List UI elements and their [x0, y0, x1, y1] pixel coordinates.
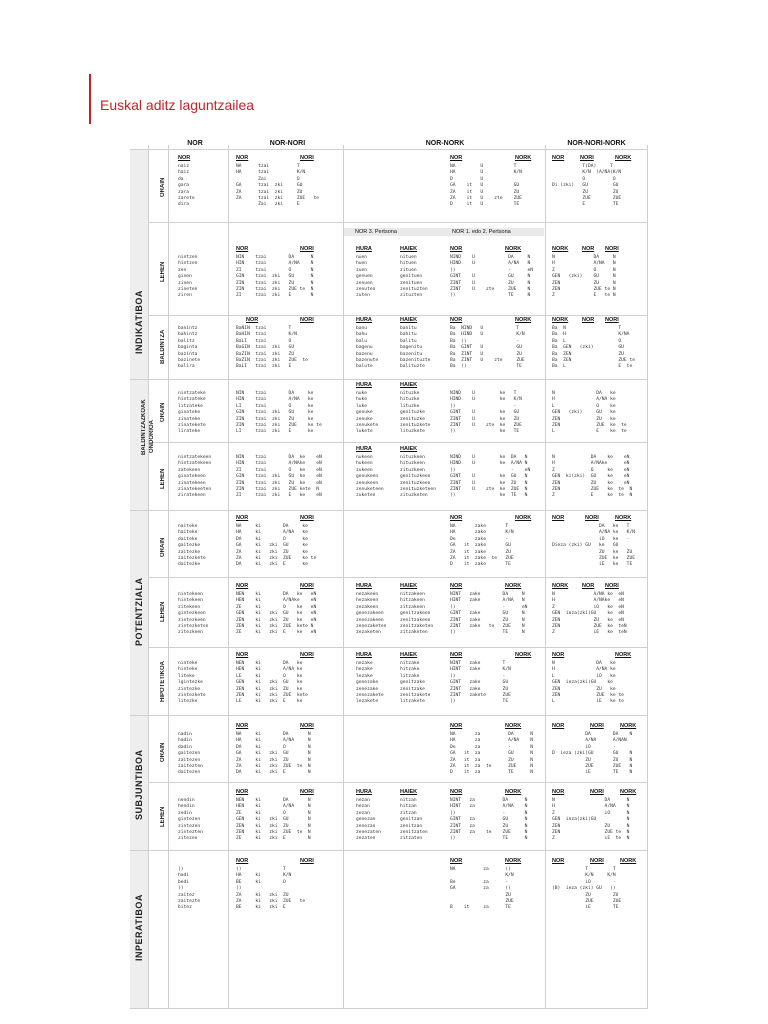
forms-sub-lehen-nor-nori-nork: N DA N H A/NA N Z iO N GEN ieza(zki)GU N ZEN ZU N ZEN ZUE te N Z iE te N: [552, 798, 630, 842]
sub-header-nori: NORI: [590, 723, 604, 729]
sub-header-nor: NOR: [236, 515, 249, 521]
sub-header-nori: NORI: [590, 789, 604, 795]
sub-header-nor: NOR: [582, 246, 595, 252]
sub-header-nori: NORI: [605, 583, 619, 589]
sub-header-nor: NOR: [450, 246, 463, 252]
sub-header-hura: HURA: [356, 382, 372, 388]
grid-line: [130, 149, 648, 150]
sub-header-nork: NORK: [505, 858, 522, 864]
forms-inp-nor-nork: NA za () K/N Be za - GA za () ZU ZUE B it za TE: [450, 867, 514, 911]
sub-header-nor: NOR: [450, 515, 463, 521]
grid-line: [148, 442, 648, 443]
forms-pot-orain-nor: naiteke haiteke daiteke gaitezke zaitezke zaitezkete daitezke: [178, 524, 206, 568]
tense-label-lehen: LEHEN: [160, 601, 166, 623]
forms-ondorioa-orain-nor: nintzateke hintzateke litzateke ginateke zinateke zinatekete lirateke: [178, 391, 206, 435]
forms-ondorioa-orain-hura: nuke huke luke genuke zenuke zenukete lukete: [356, 391, 379, 435]
forms-sub-lehen-nor: nendin hendin zedin gintezen zintezen zintezten zitezen: [178, 798, 203, 842]
grid-line: [148, 315, 648, 316]
note-nor-3-pertsona: NOR 3. Pertsona: [355, 229, 397, 235]
sub-header-nor: NOR: [552, 789, 565, 795]
sub-header-nor: NOR: [450, 652, 463, 658]
forms-ind-lehen-nor-nori-nork: N DA N H A/NA N Z O N GEN (zki) GU N ZEN ZU N ZEN ZUE te N Z E te N: [552, 255, 616, 299]
forms-baldintza-nor: banintz bahintz balitz baginta bazinta bazinete balira: [178, 326, 201, 370]
sub-header-nork: NORK: [615, 515, 632, 521]
sub-header-nori: NORI: [300, 583, 314, 589]
forms-sub-lehen-nor-nori: NEN ki DA N HEN ki A/NA N ZE ki O N GEN ki zki GU N ZEN ki zki ZU N ZEN ki zki ZUE te N ZE ki zki E N: [236, 798, 311, 842]
forms-pot-lehen-nor-nork: NINT zake DA N HINT zake A/NA N () - eN GINT zake GU N ZINT zake ZU N ZINT zake te ZUE N () TE N: [450, 592, 528, 636]
forms-ind-lehen-nor-nork: NIND U DA N HIND U A/NA N () - eN GINT U GU N ZINT U ZU N ZINT U zte ZUE N () TE N: [450, 255, 533, 299]
sub-header-nori: NORI: [605, 246, 619, 252]
forms-ondorioa-orain-nor-nork: NIND U ke T HIND U ke K/N () - GINT U ke GU ZINT U ke ZU ZINT U zte ke ZUE () ke TE: [450, 391, 522, 435]
sub-header-nor: NOR: [450, 789, 463, 795]
sub-header-hura: HURA: [356, 446, 372, 452]
tense-label-orain: ORAIN: [160, 177, 166, 197]
sub-header-nor: NOR: [450, 858, 463, 864]
sub-header-haiek: HAIEK: [400, 789, 418, 795]
sub-header-nori: NORI: [580, 155, 594, 161]
sub-header-nori: NORI: [300, 789, 314, 795]
sub-header-haiek: HAIEK: [400, 652, 418, 658]
note-nor-1-2-pertsona: NOR 1. edo 2. Pertsona: [452, 229, 511, 235]
col-header-nor-nori: NOR-NORI: [269, 140, 306, 147]
forms-ind-lehen-haiek: nituen hituen zituen genituen zenituen zenituzten zituzten: [400, 255, 428, 299]
sub-header-nor: NOR: [236, 789, 249, 795]
sub-header-nor: NOR: [236, 583, 249, 589]
sub-header-nork: NORK: [615, 155, 632, 161]
grid-line: [148, 647, 648, 648]
title-accent-rule: [89, 74, 91, 124]
sub-header-nork: NORK: [505, 246, 522, 252]
forms-sub-orain-nor-nori: NA ki DA N HA ki A/NA N DA ki O N GA ki zki GU N ZA ki zki ZU N ZA ki zki ZUE te N DA ki zki E N: [236, 732, 311, 776]
grid-line: [148, 782, 648, 783]
sub-header-nor: NOR: [246, 317, 259, 323]
sub-header-hura: HURA: [356, 246, 372, 252]
forms-pot-orain-nor-nori-nork: DA ke T A/NA ke K/N iO ke - Dieza (zki) GU ke GU ZU ke ZU ZUE ke ZUE iE ke TE: [552, 524, 635, 568]
forms-inp-nor-nori-nork: T T K/N K/N iO - (B) ieza (zki) GU () ZU ZU ZUE ZUE iE TE: [552, 867, 622, 911]
mood-label-potentziala: POTENTZIALA: [134, 577, 144, 647]
forms-ind-orain-nor-nori: NA tzai T HA tzai K/N Zai O GA tzai zki GU ZA tzai zki ZU ZA tzai zki ZUE te Zai zki E: [236, 164, 319, 208]
forms-inp-nor: () hadi bedi () zaitez zaitezte bitez: [178, 867, 201, 911]
forms-ondorioa-lehen-hura: nukeen hukeen zukeen genukeen zenukeen zenuketeen zuketen: [356, 455, 384, 499]
forms-ondorioa-lehen-nor-nori: NIN tzai DA ke eN HIN tzai A/NAke eN ZI tzai O ke eN GIN tzai zki GU ke eN ZIN tzai zki ZU ke eN ZIN tzai zki ZUE kete N ZI tzai zki E ke eN: [236, 455, 322, 499]
sub-header-nori: NORI: [300, 155, 314, 161]
tense-label-lehen: LEHEN: [160, 806, 166, 828]
sub-header-nork: NORK: [620, 858, 637, 864]
sub-header-nork: NORK: [552, 583, 569, 589]
forms-ind-orain-nor-nori-nork: T(DA) T K/N (A/NA)K/N O O Di (zki) GU GU ZU ZU ZUE ZUE E TE: [552, 164, 622, 208]
forms-pot-lehen-haiek: nitzakeen hitzakeen zitzakeen genitzakeen zenitzakeen zenitzaketen zitzaketen: [400, 592, 434, 636]
sub-header-nor: NOR: [552, 515, 565, 521]
grid-line: [130, 379, 648, 380]
forms-sub-lehen-hura: nezan hezan zezan genezan zenezan zenezaten zezaten: [356, 798, 381, 842]
sub-header-nori: NORI: [300, 515, 314, 521]
forms-ondorioa-lehen-nor-nori-nork: N DA ke eN H A/NAke eN Z O ke eN GEN ki(zki) GU ke eN ZEN ZU ke eN ZEN ZUE ke te N Z E ke te N: [552, 455, 633, 499]
sub-header-nor: NOR: [450, 583, 463, 589]
forms-ind-orain-nor: naiz haiz da gara zara zarete dira: [178, 164, 195, 208]
sub-header-nori: NORI: [605, 317, 619, 323]
sub-header-hura: HURA: [356, 652, 372, 658]
grid-line: [148, 577, 648, 578]
sub-header-nork: NORK: [505, 789, 522, 795]
forms-hip-hura: nezake hezake lezake genezake zenezake zenezakete lezakete: [356, 661, 384, 705]
tense-label-lehen: LEHEN: [160, 261, 166, 283]
forms-ondorioa-orain-haiek: nituzke hituzke lituzke genituzke zenituzke zenituzkete lituzkete: [400, 391, 431, 435]
sub-header-nori: NORI: [300, 652, 314, 658]
forms-baldintza-nor-nork: Ba NIND U T Ba HIND U K/N Ba () - Ba GINT U GU Ba ZINT U ZU Ba ZINT U zte ZUE Ba () TE: [450, 326, 525, 370]
forms-hip-nor-nori-nork: N DA ke H A/NA ke L iO ke GEN ieza(zki)GU ke ZEN ZU ke ZEN ZUE ke te L iE ke te: [552, 661, 624, 705]
tense-label-ondorioa: ONDORIOA: [149, 420, 155, 454]
forms-sub-lehen-haiek: nitzan hitzan zitzan genitzan zenitzan zenitzaten zitzaten: [400, 798, 428, 842]
sub-header-nork: NORK: [515, 155, 532, 161]
forms-baldintza-haiek: banitu bahitu balitu bagenitu bazenitu bazenituzte balituzte: [400, 326, 431, 370]
forms-pot-lehen-nor-nori: NEN ki DA ke eN HEN ki A/NAke eN ZE ki O ke eN GEN ki zki GU ke eN ZEN ki zki ZU ke eN ZEN ki zki ZUE kete N ZE ki zki E ke eN: [236, 592, 317, 636]
conjugation-table: [130, 137, 648, 1009]
sub-header-nork: NORK: [515, 515, 532, 521]
tense-label-lehen: LEHEN: [160, 468, 166, 490]
sub-header-haiek: HAIEK: [400, 246, 418, 252]
mood-label-subjuntiboa: SUBJUNTIBOA: [134, 749, 144, 820]
forms-ind-lehen-nor-nori: NIN tzai DA N HIN tzai A/NA N ZI tzai O N GIN tzai zki GU N ZIN tzai zki ZU N ZIN tzai zki ZUE te N ZI tzai zki E N: [236, 255, 314, 299]
sub-header-nork: NORK: [515, 317, 532, 323]
sub-header-haiek: HAIEK: [400, 446, 418, 452]
grid-line: [148, 222, 648, 223]
tense-label-orain: ORAIN: [160, 402, 166, 422]
grid-line: [130, 1008, 648, 1009]
sub-header-hura: HURA: [356, 789, 372, 795]
mood-label-inperatiboa: INPERATIBOA: [134, 894, 144, 962]
sub-header-nor: NOR: [450, 723, 463, 729]
sub-header-nor: NOR: [178, 155, 191, 161]
forms-pot-lehen-nor: nintekeen hintekeen zitekeen gintezkeen zintezkeen zintezketen zitezkeen: [178, 592, 209, 636]
sub-header-nor: NOR: [236, 858, 249, 864]
forms-ondorioa-lehen-haiek: nituzkeen hituzkeen zituzkeen genituzkeen zenituzkeen zenituzketeen zituzketen: [400, 455, 436, 499]
sub-header-nork: NORK: [505, 723, 522, 729]
forms-hip-haiek: nitzake hitzake litzake genitzake zenitzake zenitzakete litzakete: [400, 661, 431, 705]
forms-ondorioa-orain-nor-nori: NIN tzai DA ke HIN tzai A/NA ke LI tzai O ke GIN tzai zki GU ke ZIN tzai zki ZU ke ZIN tzai zki ZUE ke te LI tzai zki E ke: [236, 391, 322, 435]
sub-header-nor: NOR: [236, 723, 249, 729]
sub-header-nork: NORK: [615, 652, 632, 658]
forms-hip-nor-nork: NINT zake T HINT zake K/N () - GINT zake GU ZINT zake ZU ZINT zakete ZUE () TE: [450, 661, 511, 705]
col-header-nor-nork: NOR-NORK: [425, 140, 465, 147]
forms-sub-orain-nor-nori-nork: DA DA N A/NA A/NAN iO - D ieza (zki)GU GU N ZU ZU N ZUE ZUE N iE TE N: [552, 732, 633, 776]
forms-sub-lehen-nor-nork: NINT za DA N HINT za A/NA N () - N GINT za GU N ZINT za ZU N ZINT za te ZUE N () TE N: [450, 798, 528, 842]
sub-header-nori: NORI: [590, 858, 604, 864]
forms-baldintza-nor-nori-nork: Ba N T Ba H K/NA Ba L O Ba GEN (zki) GU Ba ZEN ZU Ba ZEN ZUE te Ba L E te: [552, 326, 635, 370]
forms-pot-orain-nor-nork: NA zake T HA zake K/N De zake - GA it zake GU ZA it zake ZU ZA it zake te ZUE D it zake TE: [450, 524, 514, 568]
sub-header-nor: NOR: [450, 317, 463, 323]
forms-hip-nor: ninteke hinteke liteke lgintezke zintezke zintezkete litezke: [178, 661, 206, 705]
forms-pot-lehen-hura: nezakeen hezakeen zezakeen genezakeen zenezakeen zenezaketen zezaketen: [356, 592, 387, 636]
col-header-nor-nori-nork: NOR-NORI-NORK: [567, 140, 626, 147]
sub-header-nork: NORK: [620, 723, 637, 729]
tense-label-baldintza: BALDINTZA: [160, 329, 166, 365]
mood-label-indikatiboa: INDIKATIBOA: [134, 290, 144, 354]
sub-header-haiek: HAIEK: [400, 382, 418, 388]
sub-header-nor: NOR: [236, 246, 249, 252]
tense-label-hipotetikoa: HIPOTETIKOA: [160, 660, 166, 702]
sub-header-nork: NORK: [552, 317, 569, 323]
mood-label-baldintzazkoak: BALDINTZAZKOAK: [141, 399, 147, 456]
sub-header-nork: NORK: [505, 583, 522, 589]
forms-hip-nor-nori: NEN ki DA ke HEN ki A/NA ke LE ki O ke GEN ki zki GU ke ZEN ki zki ZU ke ZEN ki zki ZUE kete LE ki zki E ke: [236, 661, 308, 705]
grid-line: [130, 715, 648, 716]
forms-baldintza-nor-nori: BaNIN tzai T BaHIN tzai K/N BaLI tzai O BaGIN tzai zki GU BaZIN tzai zki ZU BaZIN tzai zki ZUE te BaLI tzai zki E: [236, 326, 308, 370]
sub-header-nori: NORI: [300, 317, 314, 323]
sub-header-nori: NORI: [300, 246, 314, 252]
forms-ondorioa-orain-nor-nori-nork: N DA ke H A/NA ke L O ke GEN (zki) GU ke ZEN ZU ke ZEN ZUE ke te L E ke te: [552, 391, 627, 435]
forms-inp-nor-nori: () T HA ki K/N BE ki O () ZA ki zki ZU ZA ki zki ZUE te BE ki zki E: [236, 867, 306, 911]
forms-pot-orain-nor-nori: NA ki DA ke HA ki A/NA ke DA ki O ke GA ki zki GU ke ZA ki zki ZU ke ZA ki zki ZUE ke te DA ki zki E ke: [236, 524, 317, 568]
sub-header-haiek: HAIEK: [400, 317, 418, 323]
page-title: Euskal aditz laguntzailea: [100, 97, 255, 113]
sub-header-nor: NOR: [552, 723, 565, 729]
sub-header-nor: NOR: [582, 583, 595, 589]
forms-ind-lehen-hura: nuen huen zuen genuen zenuen zenuten zuten: [356, 255, 376, 299]
sub-header-nor: NOR: [236, 155, 249, 161]
sub-header-hura: HURA: [356, 583, 372, 589]
tense-label-orain: ORAIN: [160, 537, 166, 557]
sub-header-nork: NORK: [620, 789, 637, 795]
forms-ind-lehen-nor: nintzen hintzen zen ginen zinen zineten ziren: [178, 255, 198, 299]
grid-line: [130, 510, 648, 511]
sub-header-nori: NORI: [300, 858, 314, 864]
sub-header-nori: NORI: [300, 723, 314, 729]
sub-header-haiek: HAIEK: [400, 583, 418, 589]
forms-sub-orain-nor-nork: NA za DA N HA za A/NA N De za - N GA it za GU N ZA it za ZU N ZA it za te ZUE N D it za TE N: [450, 732, 533, 776]
sub-header-nor: NOR: [450, 155, 463, 161]
sub-header-nor: NOR: [552, 155, 565, 161]
forms-pot-lehen-nor-nori-nork: N A/NA ke eN H A/NAke eN Z iO ke eN GEN ieza(zki)GU ke eN ZEN ZU ke eN ZEN ZUE ke teN Z iE ke teN: [552, 592, 627, 636]
tense-label-orain: ORAIN: [160, 742, 166, 762]
sub-header-nor: NOR: [236, 652, 249, 658]
sub-header-nor: NOR: [552, 858, 565, 864]
sub-header-nork: NORK: [515, 652, 532, 658]
sub-header-nork: NORK: [552, 246, 569, 252]
forms-ondorioa-lehen-nor-nork: NIND U ke DA N HIND U ke A/NA N () - eN GINT U ke GU N ZINT U ke ZU N ZINT U zte ke ZUE N () ke TE N: [450, 455, 531, 499]
forms-baldintza-hura: banu bahu balu bagenu bazenu bazenute balute: [356, 326, 379, 370]
forms-ind-orain-nor-nork: NA U T HA U K/N D U GA it U GU ZA it U ZU ZA it U zte ZUE D it U TE: [450, 164, 522, 208]
grid-line: [130, 850, 648, 851]
sub-header-hura: HURA: [356, 317, 372, 323]
forms-ondorioa-lehen-nor: nintzatekeen hintzatekeen zatekeen ginatekeen zinatekeen zinatekeeten ziratekeen: [178, 455, 212, 499]
sub-header-nori: NORI: [585, 515, 599, 521]
forms-sub-orain-nor: nadin hadin dadin gaitezen zaitezen zaitezten daitezen: [178, 732, 203, 776]
sub-header-nor: NOR: [582, 317, 595, 323]
col-header-nor: NOR: [187, 140, 203, 147]
sub-header-nor: NOR: [552, 652, 565, 658]
